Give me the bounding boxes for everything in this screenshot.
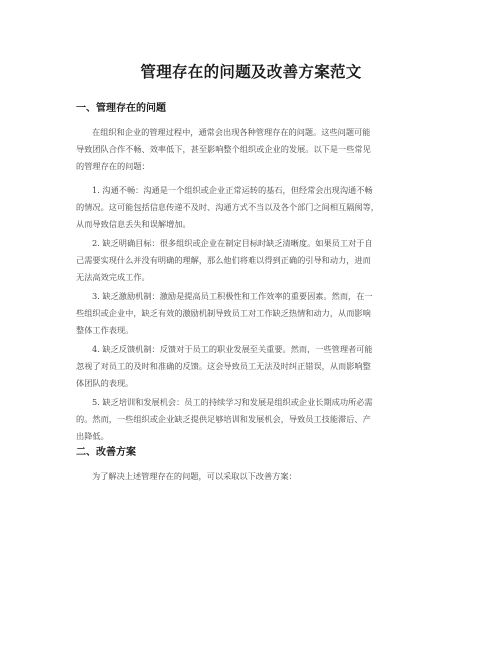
- section-heading-problems: 一、管理存在的问题: [76, 103, 166, 114]
- paragraph-line: 些组织或企业中，缺乏有效的激励机制导致员工对工作缺乏热情和动力，从而影响: [76, 308, 371, 318]
- paragraph-line: 在组织和企业的管理过程中，通常会出现各种管理存在的问题。这些问题可能: [92, 127, 371, 137]
- problem-item-goals: [76, 235, 436, 286]
- problem-item-training: [76, 394, 436, 445]
- paragraph-line: 为了解决上述管理存在的问题，可以采取以下改善方案：: [92, 471, 297, 481]
- paragraph-line: 1. 沟通不畅：沟通是一个组织或企业正常运转的基石，但经常会出现沟通不畅: [92, 185, 373, 195]
- paragraph-line: 己需要实现什么并没有明确的理解，那么他们将难以得到正确的引导和动力，进而: [76, 255, 371, 265]
- paragraph-line: 整体工作表现。: [76, 325, 134, 335]
- paragraph-line: 2. 缺乏明确目标：很多组织或企业在制定目标时缺乏清晰度。如果员工对于自: [92, 238, 373, 248]
- problem-item-incentives: [76, 288, 436, 339]
- paragraph-line: 出降低。: [76, 431, 109, 441]
- document-title: 管理存在的问题及改善方案范文: [140, 63, 362, 81]
- paragraph-line: 从而导致信息丢失和误解增加。: [76, 219, 191, 229]
- solutions-intro-paragraph: [76, 468, 436, 485]
- paragraph-line: 体团队的表现。: [76, 378, 134, 388]
- paragraph-line: 导致团队合作不畅、效率低下，甚至影响整个组织或企业的发展。以下是一些常见: [76, 144, 371, 154]
- paragraph-line: 忽视了对员工的及时和准确的反馈。这会导致员工无法及时纠正错误，从而影响整: [76, 361, 371, 371]
- paragraph-line: 的。然而，一些组织或企业缺乏提供足够培训和发展机会，导致员工技能滞后、产: [76, 414, 371, 424]
- intro-paragraph: [76, 124, 436, 175]
- section-heading-solutions: 二、改善方案: [76, 447, 136, 458]
- paragraph-line: 的情况。这可能包括信息传递不及时、沟通方式不当以及各个部门之间相互隔阂等，: [76, 202, 379, 212]
- problem-item-communication: [76, 182, 436, 233]
- paragraph-line: 3. 缺乏激励机制：激励是提高员工积极性和工作效率的重要因素。然而，在一: [92, 291, 373, 301]
- paragraph-line: 5. 缺乏培训和发展机会：员工的持续学习和发展是组织或企业长期成功所必需: [92, 397, 373, 407]
- problem-item-feedback: [76, 341, 436, 392]
- paragraph-line: 4. 缺乏反馈机制：反馈对于员工的职业发展至关重要。然而，一些管理者可能: [92, 344, 373, 354]
- paragraph-line: 的管理存在的问题：: [76, 161, 150, 171]
- paragraph-line: 无法高效完成工作。: [76, 272, 150, 282]
